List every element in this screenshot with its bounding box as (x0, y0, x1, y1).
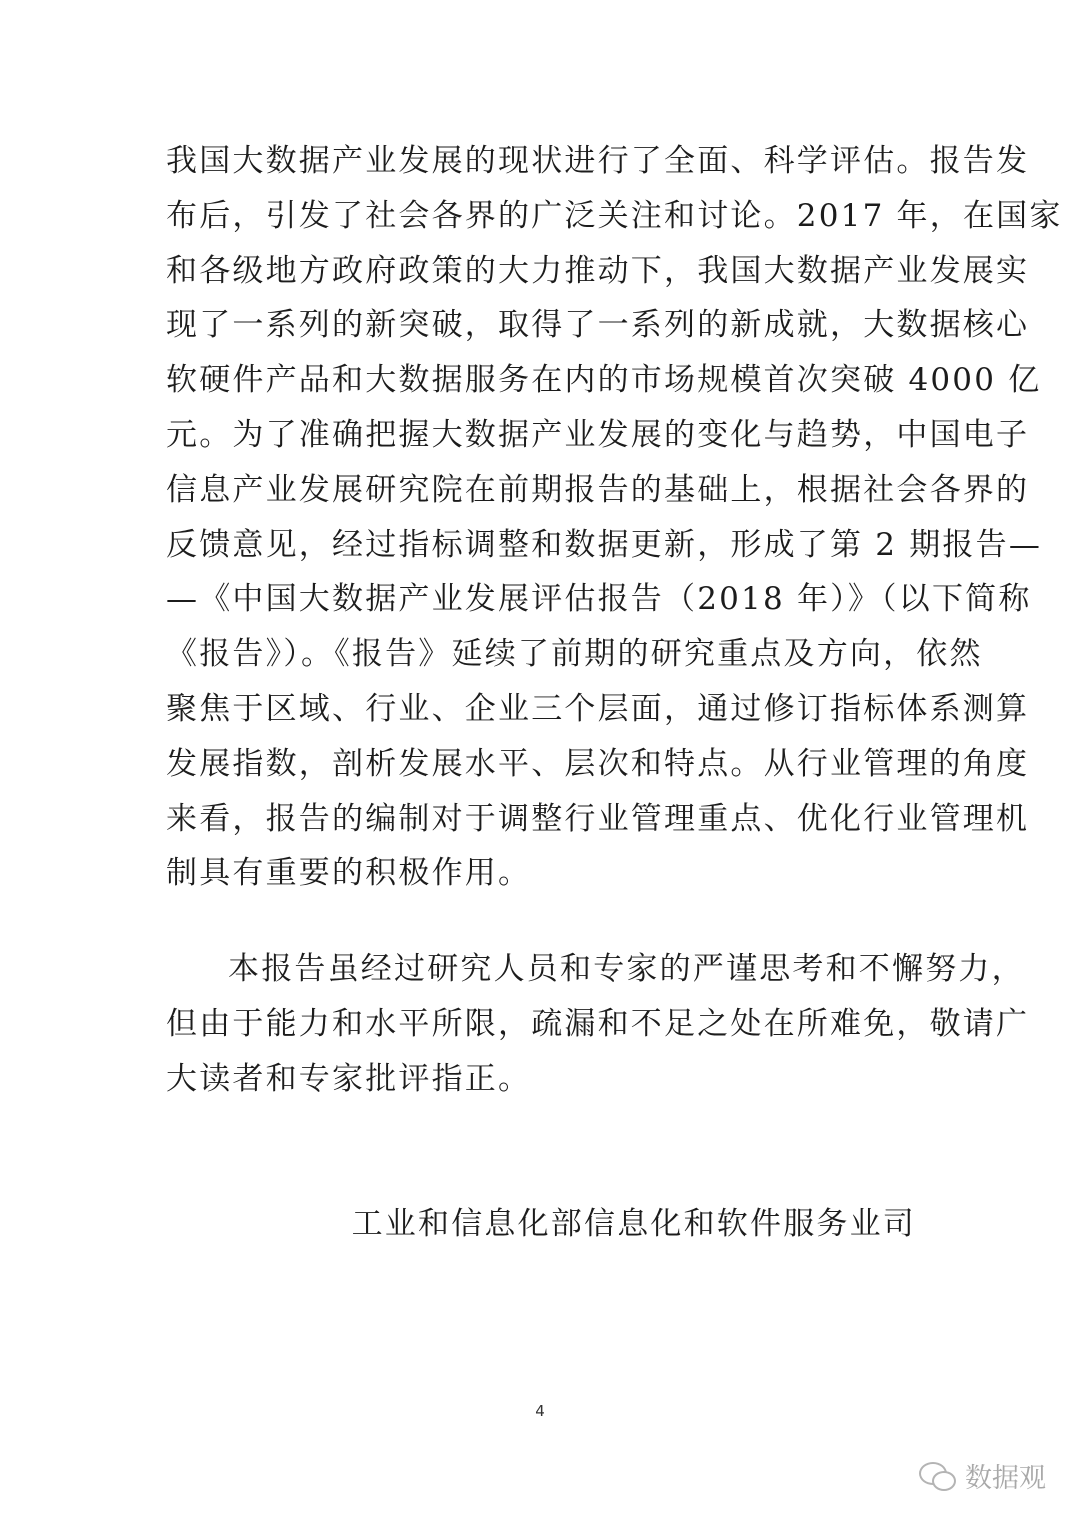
paragraph-line: 制具有重要的积极作用。 (166, 855, 532, 892)
paragraph-line: 元。为了准确把握大数据产业发展的变化与趋势，中国电子 (166, 416, 1030, 453)
paragraph-line: 现了一系列的新突破，取得了一系列的新成就，大数据核心 (166, 307, 1030, 344)
paragraph-line: 本报告虽经过研究人员和专家的严谨思考和不懈努力， (228, 951, 1025, 987)
wechat-icon (919, 1460, 957, 1492)
paragraph-line: 信息产业发展研究院在前期报告的基础上，根据社会各界的 (166, 471, 1030, 508)
signature-department: 工业和信息化部信息化和软件服务业司 (351, 1206, 916, 1242)
paragraph-2 (166, 942, 1030, 1106)
paragraph-line: 《报告》）。《报告》延续了前期的研究重点及方向，依然 (166, 636, 983, 673)
paragraph-line: 布后，引发了社会各界的广泛关注和讨论。2017 年，在国家 (166, 197, 1063, 234)
paragraph-line: 来看，报告的编制对于调整行业管理重点、优化行业管理机 (166, 800, 1030, 837)
paragraph-line: 反馈意见，经过指标调整和数据更新，形成了第 2 期报告— (166, 526, 1043, 563)
watermark (919, 1456, 1046, 1495)
paragraph-line: 和各级地方政府政策的大力推动下，我国大数据产业发展实 (166, 252, 1030, 289)
paragraph-line: 大读者和专家批评指正。 (166, 1060, 532, 1097)
paragraph-line: 但由于能力和水平所限，疏漏和不足之处在所难免，敬请广 (166, 1005, 1030, 1042)
paragraph-line: 软硬件产品和大数据服务在内的市场规模首次突破 4000 亿 (166, 362, 1042, 399)
paragraph-line: —《中国大数据产业发展评估报告（2018 年）》（以下简称 (166, 581, 1032, 618)
paragraph-1 (166, 134, 1063, 901)
watermark-text: 数据观 (965, 1463, 1046, 1494)
page-number: 4 (535, 1402, 545, 1420)
paragraph-line: 聚焦于区域、行业、企业三个层面，通过修订指标体系测算 (166, 690, 1030, 727)
paragraph-line: 我国大数据产业发展的现状进行了全面、科学评估。报告发 (166, 143, 1030, 179)
paragraph-line: 发展指数，剖析发展水平、层次和特点。从行业管理的角度 (166, 745, 1030, 782)
